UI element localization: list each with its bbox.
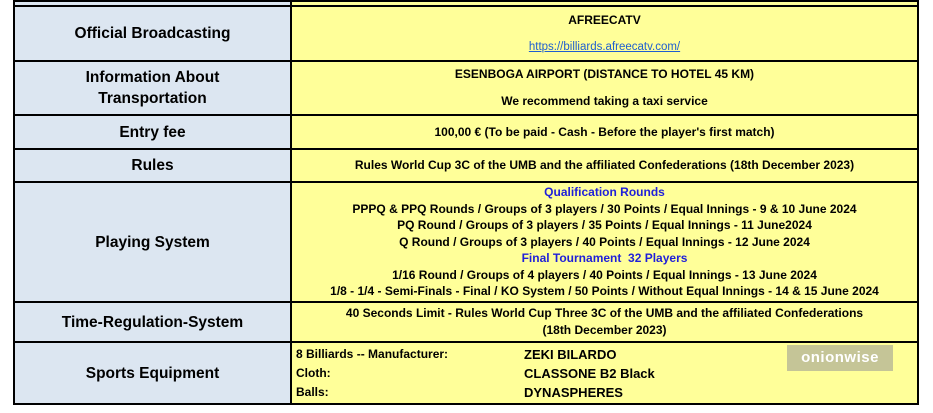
equipment-key: 8 Billiards -- Manufacturer:: [296, 346, 449, 361]
qualification-heading: Qualification Rounds: [544, 184, 665, 199]
transportation-label-line2: Transportation: [98, 90, 207, 107]
equipment-row: [292, 383, 917, 402]
playing-system-value: [291, 182, 918, 302]
equipment-value: ZEKI BILARDO: [524, 346, 617, 362]
rules-label: Rules: [14, 149, 291, 182]
table-row: [14, 115, 918, 149]
equipment-key: Balls:: [296, 384, 329, 399]
broadcaster-name: AFREECATV: [568, 12, 641, 27]
transportation-line2: We recommend taking a taxi service: [501, 94, 708, 108]
entry-fee-value: 100,00 € (To be paid - Cash - Before the player's first match): [291, 115, 918, 149]
table-row: [14, 6, 918, 61]
transportation-value: [291, 61, 918, 115]
playing-system-label: Playing System: [14, 182, 291, 302]
broadcasting-value: [291, 6, 918, 61]
time-regulation-line1: 40 Seconds Limit - Rules World Cup Three 3C of the UMB and the affiliated Confederations: [345, 306, 864, 321]
table-row: [14, 302, 918, 342]
qualification-line: PPPQ & PPQ Rounds / Groups of 3 players / 30 Points / Equal Innings - 9 & 10 June 2024: [352, 201, 857, 216]
entry-fee-label: Entry fee: [14, 115, 291, 149]
time-regulation-line2: (18th December 2023): [542, 323, 667, 337]
time-regulation-label: Time-Regulation-System: [14, 302, 291, 342]
equipment-value: CLASSONE B2 Black: [524, 365, 655, 381]
transportation-label: [14, 61, 291, 115]
transportation-label-line1: Information About: [85, 69, 220, 86]
table-row: [14, 149, 918, 182]
equipment-value: DYNASPHERES: [524, 384, 623, 400]
sports-equipment-label: Sports Equipment: [14, 342, 291, 404]
time-regulation-value: [291, 302, 918, 342]
table-row: [14, 182, 918, 302]
equipment-key: Cloth:: [296, 365, 331, 380]
table-row: [14, 61, 918, 115]
qualification-line: PQ Round / Groups of 3 players / 35 Points / Equal Innings - 11 June2024: [397, 218, 812, 233]
tournament-info-table: [13, 0, 919, 405]
transportation-line1: ESENBOGA AIRPORT (DISTANCE TO HOTEL 45 KM): [454, 67, 755, 82]
final-heading: Final Tournament 32 Players: [521, 251, 688, 266]
table-row: [14, 342, 918, 404]
rules-value: Rules World Cup 3C of the UMB and the affiliated Confederations (18th December 2023): [291, 149, 918, 182]
watermark: onionwise: [787, 345, 893, 371]
qualification-line: Q Round / Groups of 3 players / 40 Points / Equal Innings - 12 June 2024: [399, 234, 810, 249]
broadcast-link[interactable]: https://billiards.afreecatv.com/: [528, 40, 681, 53]
final-line: 1/8 - 1/4 - Semi-Finals - Final / KO System / 50 Points / Without Equal Innings - 14 & 15 June 2024: [330, 284, 879, 299]
final-line: 1/16 Round / Groups of 4 players / 40 Points / Equal Innings - 13 June 2024: [392, 267, 817, 282]
broadcasting-label: Official Broadcasting: [14, 6, 291, 61]
